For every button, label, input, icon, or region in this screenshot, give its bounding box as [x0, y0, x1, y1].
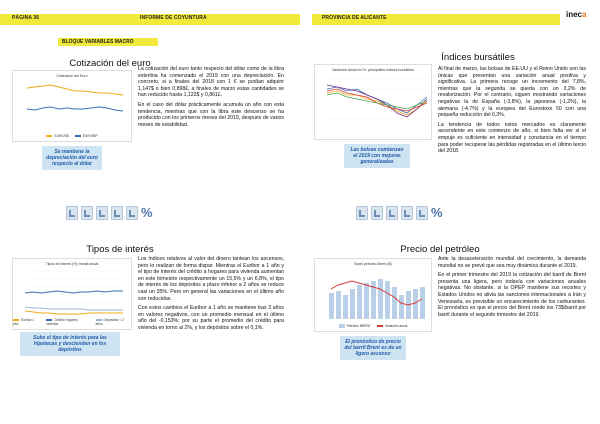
stocks-chart-svg: [315, 65, 431, 139]
stocks-chart: [314, 64, 432, 140]
oil-text: [438, 256, 586, 321]
province-label: PROVINCIA DE ALICANTE: [322, 15, 387, 21]
euro-caption: Se mantiene la depreciación del euro respecto al dólar: [42, 146, 102, 170]
percent-icon: %: [141, 205, 153, 220]
oil-title: Precio del petróleo: [400, 244, 480, 255]
right-icon-row: [356, 206, 443, 220]
oil-paragraph-2: En el primer trimestre del 2019 la cotización del barril de Brent presenta una ligera, pero todavía con variaciones anuales negativas. No obstante, si la OPEP mantiene sus recortes y Estados Unidos no alivia las sanciones internacionales a Irán y Venezuela, es previsible un encarecimiento de los carburantes. El pronóstico es que el precio del Brent ronde los 73$/barril por barril durante el segundo trimestre del 2019.: [438, 272, 586, 318]
legend-deposit: Depósitos < 2 años: [95, 318, 124, 326]
euro-chart-svg: [13, 71, 131, 141]
euro-legend: [13, 134, 131, 138]
oil-bars: [329, 279, 425, 319]
chart-icon: [416, 206, 428, 220]
left-header-bar: [0, 14, 300, 25]
rates-text: [138, 256, 284, 335]
page-number: PÁGINA 36: [12, 15, 40, 21]
rates-title: Tipos de interés: [86, 244, 154, 255]
legend-euribor: Euribor 1 año: [13, 318, 35, 326]
deposit-line: [25, 307, 123, 310]
legend-variation: Variación anual: [377, 324, 407, 328]
chart-icon: [66, 206, 78, 220]
oil-chart-title: Barril petróleo Brent ($): [354, 262, 392, 266]
stocks-chart-title: Variación anual en %: principales índices bursátiles: [332, 68, 414, 72]
right-page: [300, 0, 600, 424]
chart-icon: [126, 206, 138, 220]
logo-accent: a: [582, 10, 587, 19]
euro-chart: [12, 70, 132, 142]
stocks-paragraph-2: La tendencia de todos estos mercados es claramente ascendente en este comienzo de año, si bien falta ver si el empuje es suficiente en intensidad y constancia en el tiempo para poder recuperar las pérdidas registradas en el último tercio del 2018.: [438, 121, 586, 155]
euro-chart-title: Cotización del Euro: [56, 74, 88, 78]
eur-gbp-line: [27, 107, 123, 111]
chart-icon: [386, 206, 398, 220]
mortgage-line: [25, 291, 123, 293]
legend-brent: Petróleo BRENT: [339, 324, 371, 328]
euro-paragraph-2: En el caso del dólar prácticamente acumula un año con esta tendencia, mientras que con la libra este descenso se ha producido con los primeros meses del 2019, después de varios meses de estabilidad.: [138, 101, 284, 128]
right-header-bar: [312, 14, 560, 25]
rates-caption: Sube el tipo de interés para las hipotecas y descienden en los depósitos: [20, 332, 120, 356]
chart-icon: [356, 206, 368, 220]
oil-legend: [315, 324, 431, 328]
legend-eur-gbp: EUR/GBP: [75, 134, 98, 138]
chart-icon: [81, 206, 93, 220]
rates-chart: [12, 258, 132, 330]
stocks-caption: Las bolsas comienzan el 2019 con mejoras generalizadas: [344, 144, 410, 168]
percent-icon: %: [431, 205, 443, 220]
legend-eur-usd: EUR/US$: [46, 134, 68, 138]
rates-paragraph-2: Con estos cambios el Euribor a 1 año se mantiene tras 3 años en valores negativos, con un promedio mensual en el último año del -0,153%; por su parte el promedio del crédito para vivienda en torno al 2%, y los depósitos sobre el 0,1%.: [138, 305, 284, 331]
chart-icon: [96, 206, 108, 220]
section-label: BLOQUE VARIABLES MACRO: [58, 38, 158, 46]
rates-chart-title: Tipos de interés (%) media anual: [45, 262, 99, 266]
oil-caption: El pronóstico de precio del barril Brent es de un ligero ascenso: [340, 336, 406, 360]
logo-text: inec: [566, 10, 583, 19]
stocks-paragraph-1: Al final de marzo, las bolsas de EE.UU y el Reino Unido son las únicas que presentan una variación anual positiva y significativa. La primera recoge un incremento del 7,8%, mientras que la segunda se queda con un 3,2% de revalorización. Por el contrario, siguen mostrando variaciones negativas la de España (-3,8%), la japonesa (-1,2%), la alemana (-4,7%) y la europea del Eurostoxx 50 con una pequeña reducción del 0,3%.: [438, 66, 586, 119]
euro-paragraph-1: La cotización del euro tanto respecto del dólar como de la libra esterlina ha comenzado el 2019 con una depreciación. En concreto, si a finales del 2018 con 1 € se podían adquirir 1,147$ o bien 0,898£, a finales de marzo estas cantidades se han reducido hasta 1,122$ y 0,861£.: [138, 66, 284, 99]
euro-title: Cotización del euro: [69, 58, 151, 69]
euribor-line: [25, 311, 123, 314]
rates-legend: [13, 318, 131, 326]
ineca-logo: [566, 10, 586, 19]
chart-icon: [401, 206, 413, 220]
oil-chart-svg: [315, 259, 431, 331]
oil-paragraph-1: Ante la desaceleración mundial del crecimiento, la demanda mundial no se prevé que sea muy dinámica durante el 2019.: [438, 256, 586, 269]
oil-chart: [314, 258, 432, 332]
eur-usd-line: [27, 85, 123, 95]
legend-mortgage: Crédito hogares vivienda: [46, 318, 78, 326]
rates-paragraph-1: Los índices relativos al valor del dinero tantean los ascensos, pero lo realizan de forma dispar. Mientras el Euribor a 1 año y el tipo de interés del crédito a hogares para vivienda aumentan en este trimestre respectivamente un 15,5% y un 6,8%, el tipo de interés de los depósitos a plazo inferior a 2 años se reduce casi un 35%. Pero en general las variaciones en el último año son reducidas.: [138, 256, 284, 302]
chart-icon: [371, 206, 383, 220]
report-title: INFORME DE COYUNTURA: [140, 15, 207, 21]
left-icon-row: [66, 206, 153, 220]
stocks-title: Índices bursátiles: [441, 52, 515, 63]
stock-series-4: [327, 89, 427, 111]
stocks-text: [438, 66, 586, 158]
chart-icon: [111, 206, 123, 220]
euro-text: [138, 66, 284, 131]
